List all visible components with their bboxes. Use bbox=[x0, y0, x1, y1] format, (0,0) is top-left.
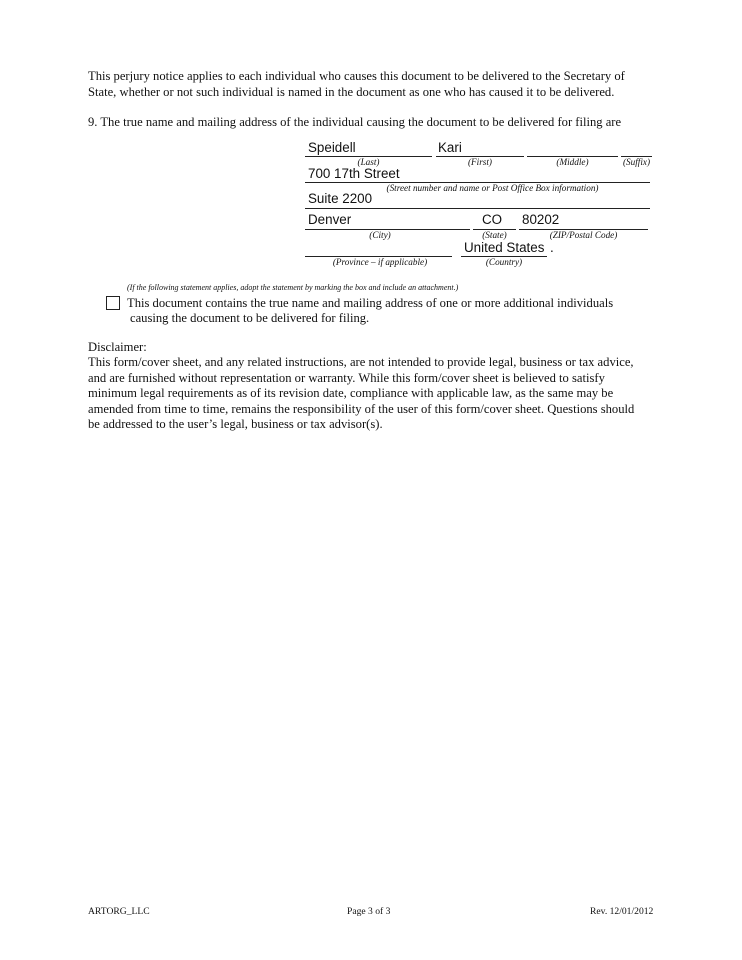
first-name-caption: (First) bbox=[468, 157, 492, 167]
last-name-caption: (Last) bbox=[357, 157, 380, 167]
additional-individuals-checkbox[interactable] bbox=[106, 296, 120, 310]
country-suffix: . bbox=[550, 240, 554, 255]
country-caption: (Country) bbox=[485, 257, 523, 267]
footer-page-number: Page 3 of 3 bbox=[347, 906, 391, 917]
footer-revision: Rev. 12/01/2012 bbox=[590, 906, 654, 917]
zip-value: 80202 bbox=[522, 212, 560, 227]
province-caption: (Province – if applicable) bbox=[332, 257, 428, 267]
perjury-notice-line: State, whether or not such individual is named in the document as one who has caused it to be delivered. bbox=[88, 84, 615, 99]
additional-instruction: (If the following statement applies, adopt the statement by marking the box and include an attachment.) bbox=[127, 283, 459, 292]
perjury-notice-line: This perjury notice applies to each individual who causes this document to be delivered to the Secretary of bbox=[88, 69, 625, 83]
first-name-value: Kari bbox=[438, 140, 462, 155]
state-value: CO bbox=[482, 212, 503, 227]
disclaimer-heading: Disclaimer: bbox=[88, 340, 147, 354]
suffix-caption: (Suffix) bbox=[622, 157, 651, 167]
disclaimer-line: amended from time to time, remains the responsibility of the user of this form/cover sheet. Questions should bbox=[88, 401, 635, 416]
disclaimer-body bbox=[88, 355, 634, 433]
state-caption: (State) bbox=[482, 230, 507, 240]
middle-name-caption: (Middle) bbox=[556, 157, 589, 167]
city-caption: (City) bbox=[369, 230, 391, 240]
street-caption: (Street number and name or Post Office Box information) bbox=[386, 183, 599, 193]
disclaimer-line: and are furnished without representation or warranty. While this form/cover sheet is believed to satisfy bbox=[88, 370, 605, 385]
footer-form-id: ARTORG_LLC bbox=[88, 906, 150, 917]
disclaimer-line: be addressed to the user’s legal, business or tax advisor(s). bbox=[88, 417, 383, 431]
disclaimer-line: This form/cover sheet, and any related instructions, are not intended to provide legal, business or tax advice, bbox=[88, 355, 634, 369]
disclaimer-line: minimum legal requirements as of its revision date, compliance with applicable law, as the same may be bbox=[88, 386, 614, 400]
item-9-label: 9. The true name and mailing address of the individual causing the document to be delivered for filing are bbox=[88, 115, 622, 129]
additional-statement-line: This document contains the true name and mailing address of one or more additional individuals bbox=[127, 296, 614, 310]
last-name-value: Speidell bbox=[308, 140, 356, 155]
street2-underline bbox=[305, 208, 650, 209]
city-value: Denver bbox=[308, 212, 352, 227]
zip-caption: (ZIP/Postal Code) bbox=[549, 230, 618, 240]
perjury-notice bbox=[88, 69, 625, 100]
street2-value: Suite 2200 bbox=[308, 191, 373, 206]
street-value: 700 17th Street bbox=[308, 166, 400, 181]
country-value: United States bbox=[464, 240, 545, 255]
additional-statement-line: causing the document to be delivered for filing. bbox=[130, 311, 370, 325]
